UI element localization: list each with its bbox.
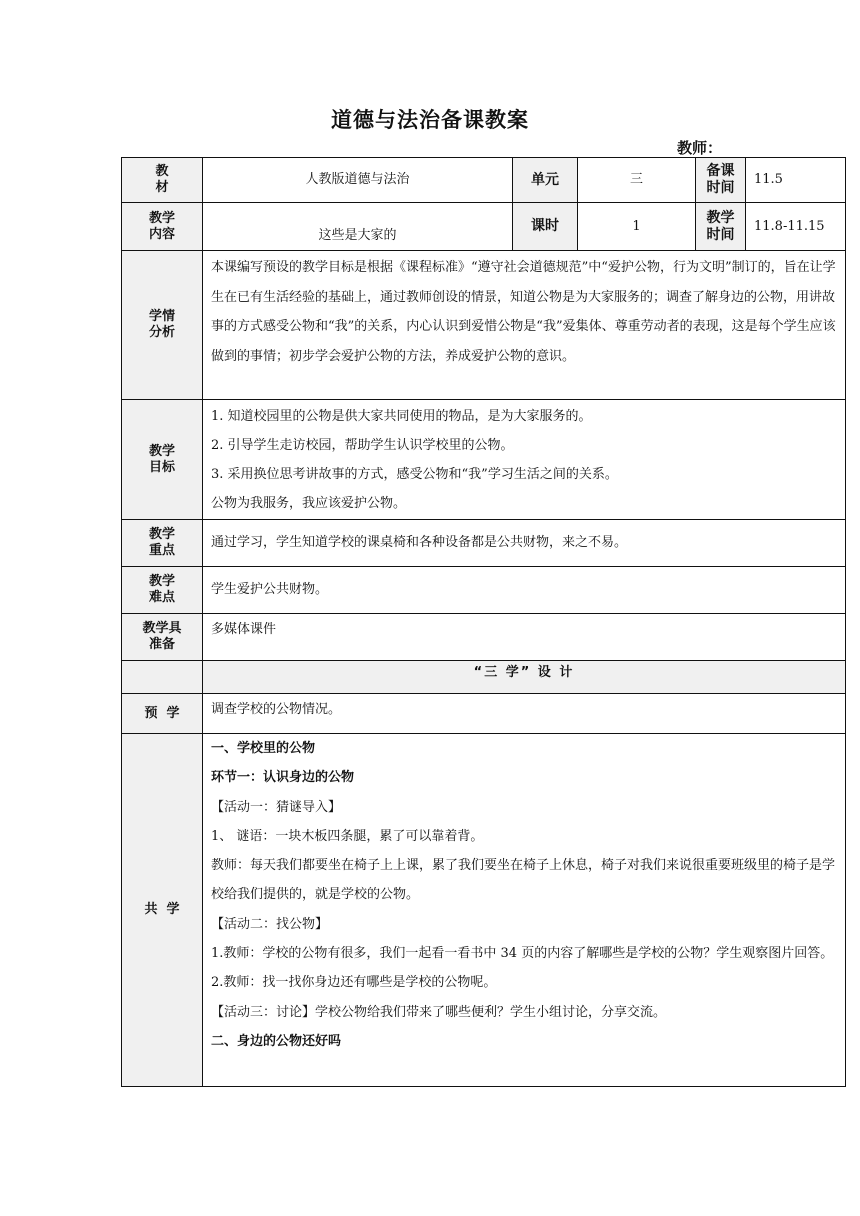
document-title: 道德与法治备课教案 bbox=[331, 108, 529, 132]
materials-label: 教学具 准备 bbox=[122, 614, 203, 661]
table-row bbox=[122, 520, 846, 567]
period-value: 1 bbox=[578, 203, 696, 251]
prep-time-label: 备课 时间 bbox=[696, 158, 746, 203]
teach-time-value: 11.8-11.15 bbox=[746, 203, 846, 251]
list-item: 3. 采用换位思考讲故事的方式，感受公物和“我”学习生活之间的关系。 bbox=[211, 467, 618, 482]
textbook-value: 人教版道德与法治 bbox=[203, 158, 513, 203]
table-row bbox=[122, 158, 846, 203]
key-points-text: 通过学习，学生知道学校的课桌椅和各种设备都是公共财物，来之不易。 bbox=[203, 520, 846, 567]
unit-label: 单元 bbox=[513, 158, 578, 203]
difficulties-label: 教学 难点 bbox=[122, 567, 203, 614]
difficulties-text: 学生爱护公共财物。 bbox=[203, 567, 846, 614]
materials-text: 多媒体课件 bbox=[203, 614, 846, 661]
table-row bbox=[122, 734, 846, 1087]
goals-label: 教学 目标 bbox=[122, 400, 203, 520]
section-subheading: 环节一：认识身边的公物 bbox=[211, 770, 355, 786]
content-value: 这些是大家的 bbox=[203, 203, 513, 251]
section-heading: 二、身边的公物还好吗 bbox=[211, 1033, 342, 1049]
prestudy-label: 预 学 bbox=[122, 694, 203, 734]
unit-value: 三 bbox=[578, 158, 696, 203]
shared-content bbox=[203, 734, 846, 1087]
lesson-plan-table bbox=[121, 157, 846, 1087]
analysis-label: 学情 分析 bbox=[122, 251, 203, 400]
prep-time-value: 11.5 bbox=[746, 158, 846, 203]
table-row bbox=[122, 661, 846, 694]
list-item: 1、 谜语：一块木板四条腿，累了可以靠着背。 bbox=[211, 828, 484, 844]
textbook-label: 教 材 bbox=[122, 158, 203, 203]
design-header: “三 学” 设 计 bbox=[203, 661, 846, 694]
analysis-text: 本课编写预设的教学目标是根据《课程标准》“遵守社会道德规范”中“爱护公物，行为文明”制订的，旨在让学生在已有生活经验的基础上，通过教师创设的情景，知道公物是为大家服务的；调查了解身边的公物，用讲故事的方式感受公物和“我”的关系，内心认识到爱惜公物是“我”爱集体、尊重劳动者的表现，这是每个学生应该做到的事情；初步学会爱护公物的方法，养成爱护公物的意识。 bbox=[203, 251, 846, 400]
list-item: 【活动三：讨论】学校公物给我们带来了哪些便利？学生小组讨论，分享交流。 bbox=[211, 1004, 667, 1020]
table-row bbox=[122, 614, 846, 661]
key-points-label: 教学 重点 bbox=[122, 520, 203, 567]
list-item: 1.教师：学校的公物有很多，我们一起看一看书中 34 页的内容了解哪些是学校的公物？学生观察图片回答。 bbox=[211, 946, 834, 962]
table-row bbox=[122, 694, 846, 734]
teacher-label: 教师： bbox=[677, 139, 723, 157]
content-label: 教学 内容 bbox=[122, 203, 203, 251]
goals-list bbox=[203, 400, 846, 520]
activity-heading: 【活动二：找公物】 bbox=[211, 916, 329, 932]
teach-time-label: 教学 时间 bbox=[696, 203, 746, 251]
prestudy-text: 调查学校的公物情况。 bbox=[203, 694, 846, 734]
table-row bbox=[122, 567, 846, 614]
design-label-cell bbox=[122, 661, 203, 694]
shared-label: 共 学 bbox=[122, 734, 203, 1087]
table-row bbox=[122, 400, 846, 520]
list-item: 1. 知道校园里的公物是供大家共同使用的物品，是为大家服务的。 bbox=[211, 409, 592, 424]
list-item: 2. 引导学生走访校园，帮助学生认识学校里的公物。 bbox=[211, 438, 514, 453]
list-item: 公物为我服务，我应该爱护公物。 bbox=[211, 496, 407, 511]
section-heading: 一、学校里的公物 bbox=[211, 741, 316, 756]
table-row bbox=[122, 251, 846, 400]
period-label: 课时 bbox=[513, 203, 578, 251]
table-row bbox=[122, 203, 846, 251]
list-item: 教师：每天我们都要坐在椅子上上课，累了我们要坐在椅子上休息，椅子对我们来说很重要班级里的椅子是学校给我们提供的，就是学校的公物。 bbox=[211, 858, 836, 903]
list-item: 2.教师：找一找你身边还有哪些是学校的公物呢。 bbox=[211, 975, 497, 991]
activity-heading: 【活动一：猜谜导入】 bbox=[211, 799, 342, 815]
